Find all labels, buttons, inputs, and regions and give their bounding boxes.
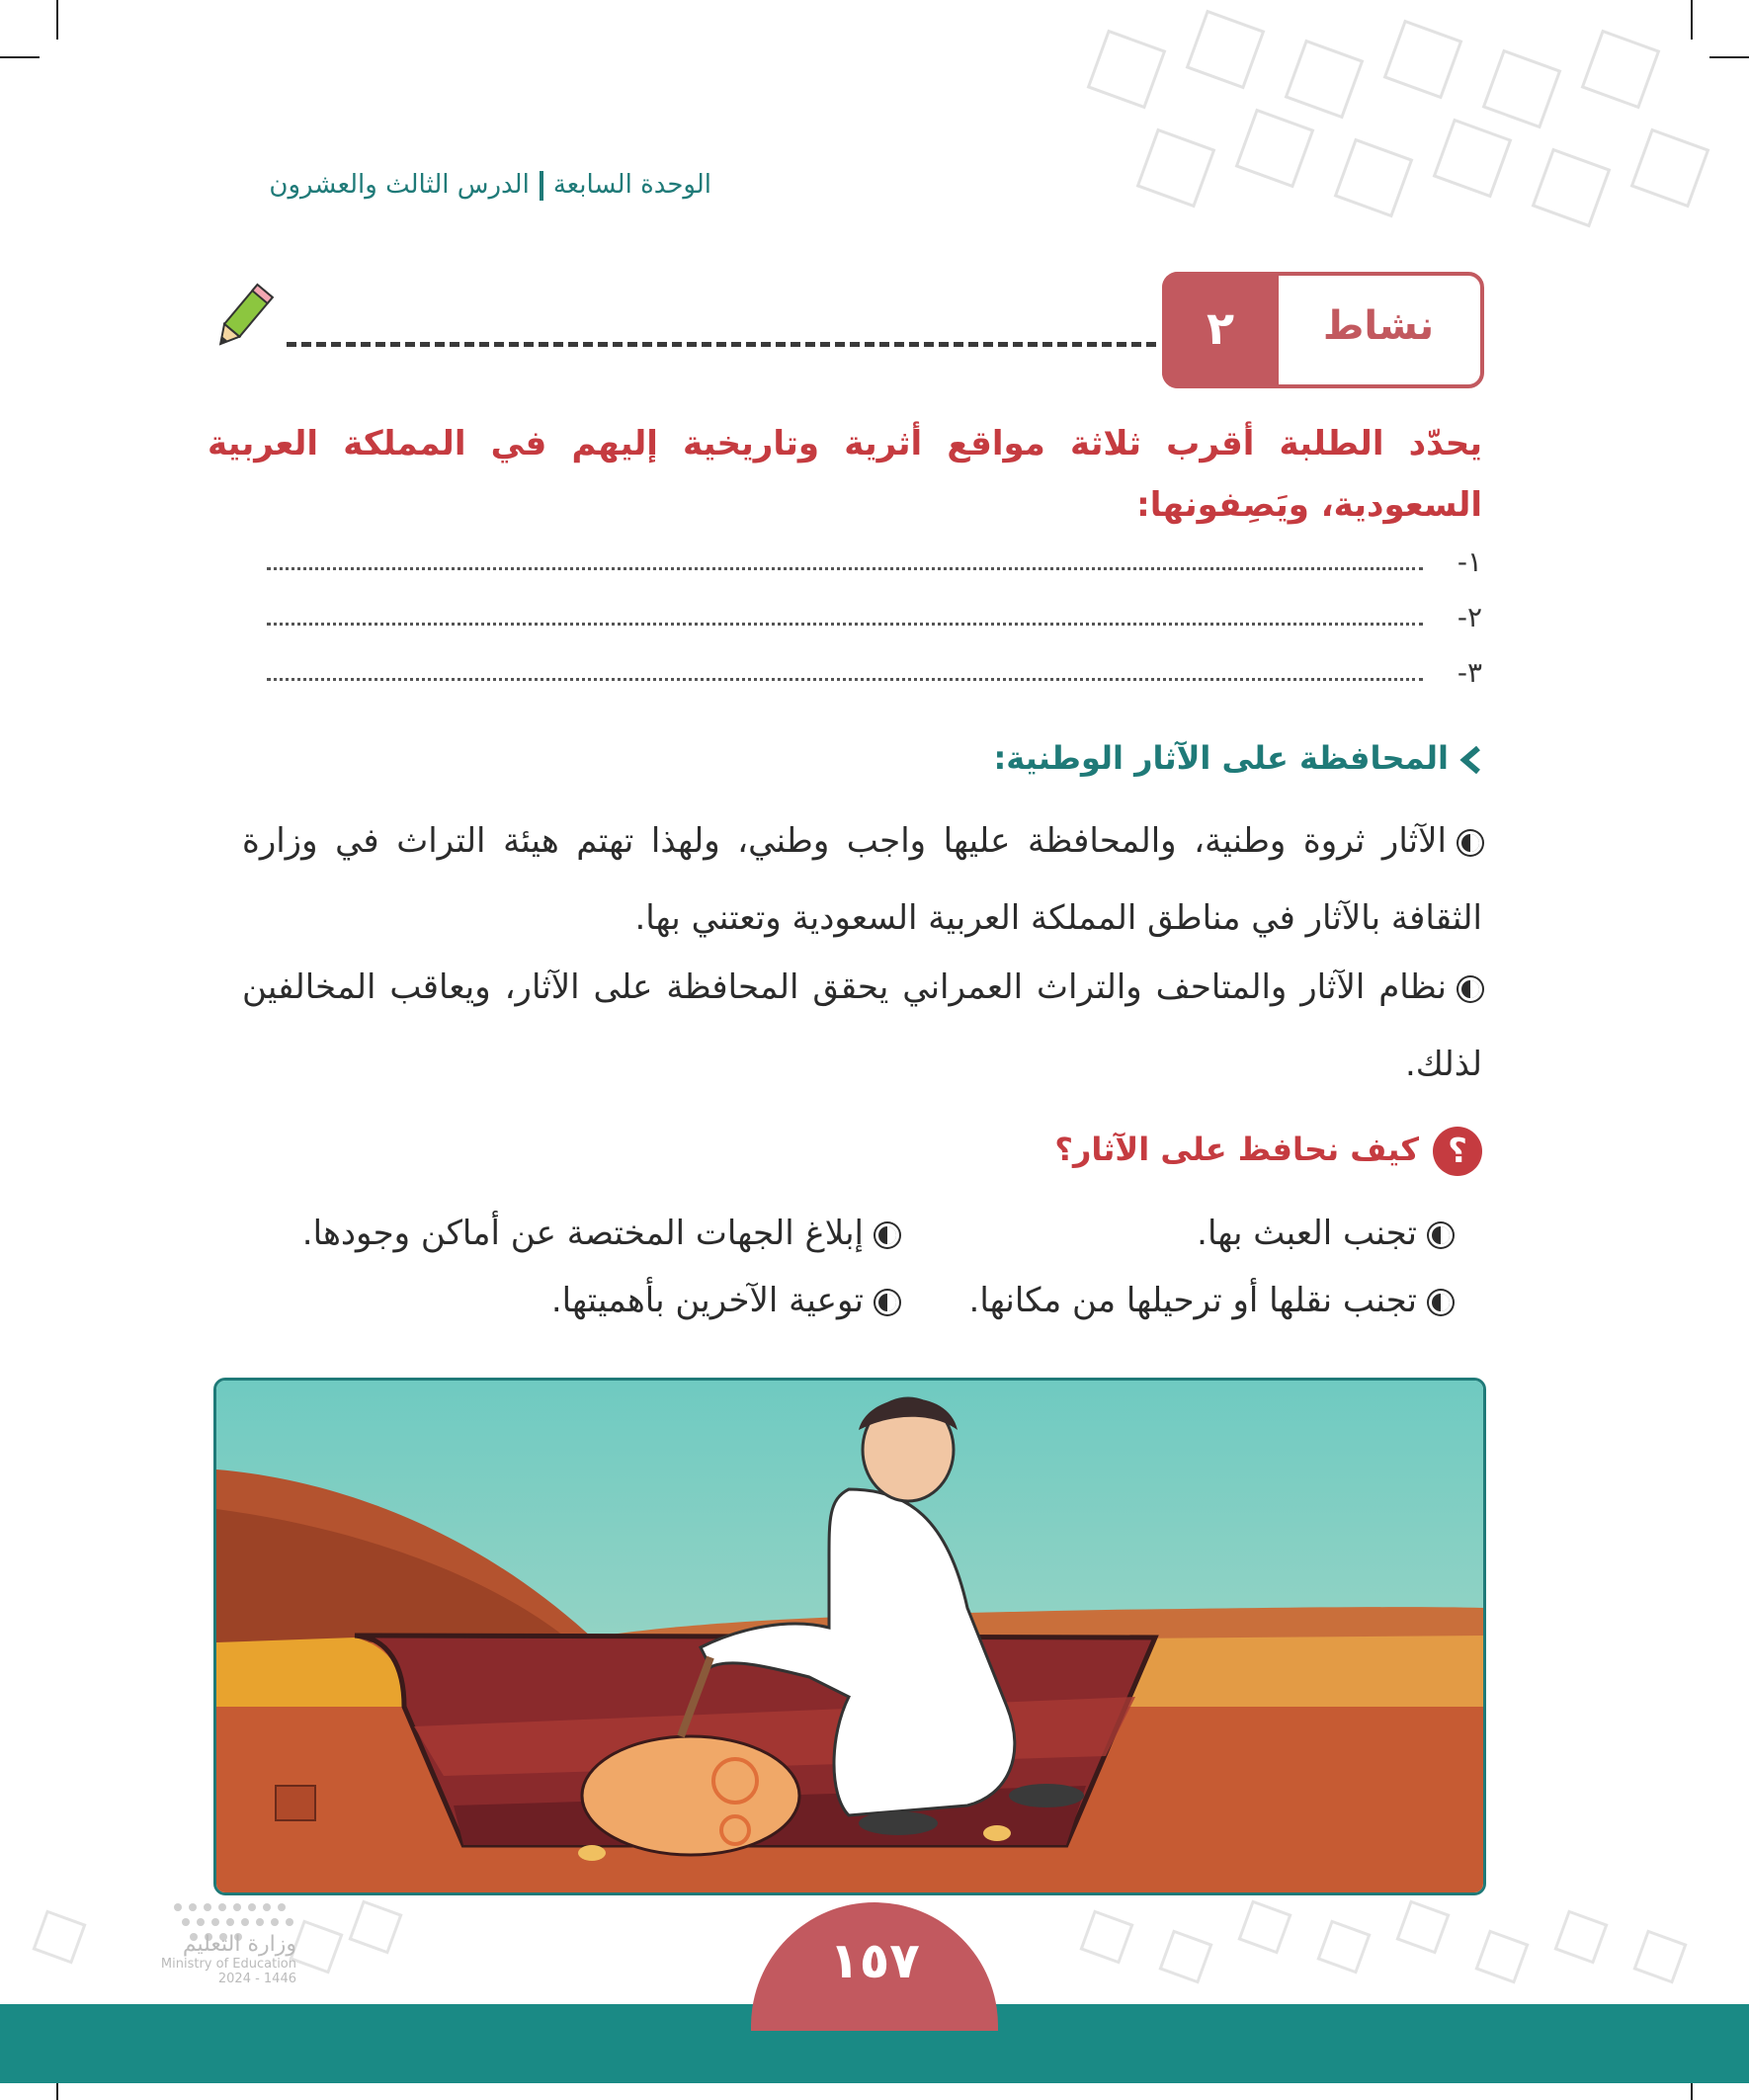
line-number: ٢- (1457, 601, 1482, 633)
question-title: كيف نحافظ على الآثار؟ (1054, 1131, 1419, 1168)
bullet-icon (875, 1223, 899, 1247)
running-header (198, 170, 711, 201)
question-icon: ؟ (1433, 1127, 1482, 1176)
page-number: ١٥٧ (829, 1932, 920, 1989)
tip-item (551, 1281, 899, 1320)
paragraph-1 (242, 802, 1482, 957)
answer-line-1[interactable] (267, 546, 1482, 585)
dashed-divider (287, 342, 1156, 347)
ministry-name-ar: وزارة التعليم (182, 1932, 296, 1957)
bullet-icon (1429, 1291, 1453, 1314)
tip-item (1197, 1214, 1453, 1253)
tip-text: إبلاغ الجهات المختصة عن أماكن وجودها. (301, 1214, 864, 1253)
decorative-pattern (1038, 0, 1749, 267)
dotted-line (267, 623, 1423, 626)
bullet-icon (875, 1291, 899, 1314)
activity-instruction: يحدّد الطلبة أقرب ثلاثة مواقع أثرية وتاريخية إليهم في المملكة العربية السعودية، ويَصِفونها: (208, 424, 1482, 525)
ministry-year: 2024 - 1446 (217, 1972, 296, 1986)
paragraph-text: الآثار ثروة وطنية، والمحافظة عليها واجب وطني، ولهذا تهتم هيئة التراث في وزارة الثقافة بالآثار في مناطق المملكة العربية السعودية وتعتني بها. (242, 821, 1482, 938)
header-separator (540, 171, 543, 201)
section-heading (692, 739, 1482, 777)
chevron-icon (1458, 745, 1482, 775)
crop-mark (0, 56, 40, 58)
line-number: ٣- (1457, 656, 1482, 689)
paragraph-2 (242, 949, 1482, 1103)
unit-title: الوحدة السابعة (552, 170, 711, 200)
question-heading (889, 1127, 1482, 1176)
crop-mark (56, 0, 58, 40)
tip-text: تجنب العبث بها. (1197, 1214, 1417, 1253)
activity-label: نشاط (1322, 303, 1435, 349)
section-title: المحافظة على الآثار الوطنية: (993, 739, 1449, 777)
paragraph-text: نظام الآثار والمتاحف والتراث العمراني يحقق المحافظة على الآثار، ويعاقب المخالفين لذلك. (242, 967, 1482, 1084)
tip-item (969, 1281, 1453, 1320)
bullet-icon (1458, 831, 1482, 855)
dotted-line (267, 678, 1423, 681)
tip-text: توعية الآخرين بأهميتها. (550, 1281, 864, 1320)
pencil-icon (203, 279, 282, 358)
tip-item (302, 1214, 899, 1253)
line-number: ١- (1457, 546, 1482, 578)
lesson-title: الدرس الثالث والعشرون (269, 170, 530, 200)
tip-text: تجنب نقلها أو ترحيلها من مكانها. (968, 1281, 1417, 1320)
activity-number: ٢ (1162, 272, 1279, 388)
ministry-mark (99, 1932, 296, 1986)
answer-line-2[interactable] (267, 601, 1482, 640)
ministry-name-en: Ministry of Education (160, 1957, 296, 1972)
answer-line-3[interactable] (267, 656, 1482, 696)
bullet-icon (1458, 977, 1482, 1001)
excavation-illustration (213, 1378, 1486, 1895)
dotted-line (267, 567, 1423, 570)
bullet-icon (1429, 1223, 1453, 1247)
